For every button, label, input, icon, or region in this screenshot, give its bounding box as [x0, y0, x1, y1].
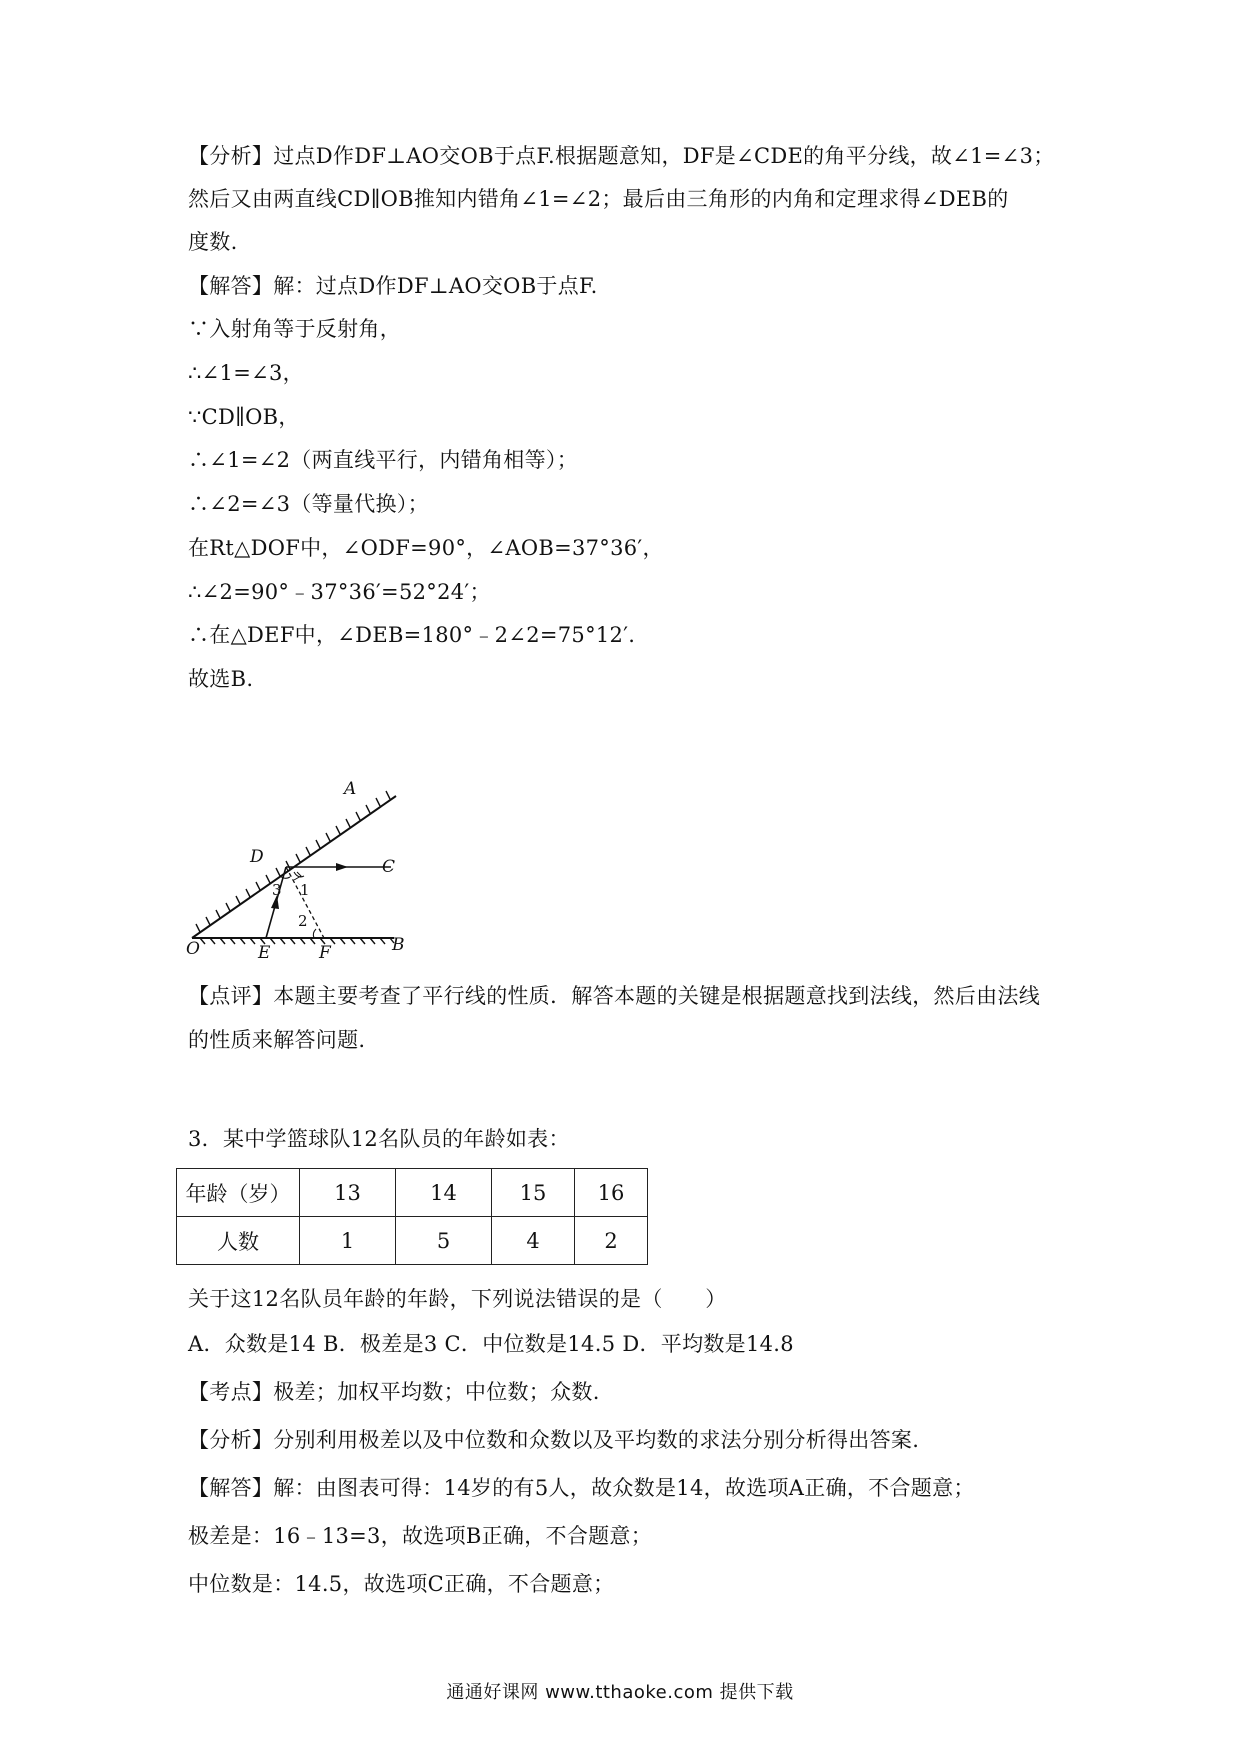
- proof-step-7: ∴∠2=90°﹣37°36′=52°24′；: [188, 580, 491, 604]
- table-cell: 4: [492, 1217, 575, 1265]
- question-3-options: A．众数是14 B．极差是3 C．中位数是14.5 D．平均数是14.8: [188, 1332, 794, 1356]
- label-angle-3: 3: [272, 881, 282, 899]
- label-e: E: [258, 943, 271, 960]
- label-a: A: [344, 780, 357, 799]
- label-b: B: [392, 935, 405, 955]
- reflection-geometry-figure: [186, 780, 456, 960]
- table-row: [177, 1217, 648, 1265]
- comment-line-1: 【点评】本题主要考查了平行线的性质．解答本题的关键是根据题意找到法线，然后由法线: [188, 984, 1040, 1008]
- proof-step-4: ∴∠1=∠2（两直线平行，内错角相等）；: [188, 448, 579, 472]
- table-row: [177, 1169, 648, 1217]
- table-cell: 年龄（岁）: [177, 1169, 300, 1217]
- table-cell: 人数: [177, 1217, 300, 1265]
- proof-step-2: ∴∠1=∠3，: [188, 361, 304, 385]
- proof-step-1: ∵入射角等于反射角，: [188, 317, 401, 341]
- choice-line: 故选B.: [188, 667, 254, 691]
- mirror-ao-hatching: [196, 791, 390, 932]
- analysis-line-2: 然后又由两直线CD∥OB推知内错角∠1=∠2；最后由三角形的内角和定理求得∠DEB的: [188, 187, 1009, 211]
- question-3-answer-3: 中位数是：14.5，故选项C正确，不合题意；: [188, 1572, 615, 1596]
- label-f: F: [319, 943, 331, 960]
- question-3-answer-1: 【解答】解：由图表可得：14岁的有5人，故众数是14，故选项A正确，不合题意；: [188, 1476, 975, 1500]
- table-cell: 1: [300, 1217, 396, 1265]
- table-cell: 5: [396, 1217, 492, 1265]
- proof-step-5: ∴∠2=∠3（等量代换）；: [188, 492, 429, 516]
- label-angle-2: 2: [298, 912, 308, 930]
- question-3-kaodian: 【考点】极差；加权平均数；中位数；众数.: [188, 1380, 600, 1404]
- label-c: C: [382, 857, 396, 877]
- page-footer: 通通好课网 www.tthaoke.com 提供下载: [446, 1682, 794, 1703]
- table-cell: 2: [575, 1217, 648, 1265]
- ray-dc-arrow: [336, 863, 348, 871]
- table-cell: 15: [492, 1169, 575, 1217]
- label-d: D: [250, 847, 264, 867]
- proof-step-3: ∵CD∥OB，: [188, 405, 300, 429]
- label-angle-1: 1: [300, 881, 310, 899]
- table-cell: 13: [300, 1169, 396, 1217]
- question-3-analysis: 【分析】分别利用极差以及中位数和众数以及平均数的求法分别分析得出答案.: [188, 1428, 920, 1452]
- question-3-answer-2: 极差是：16﹣13=3，故选项B正确，不合题意；: [188, 1524, 653, 1548]
- question-3-prompt: 关于这12名队员年龄的年龄，下列说法错误的是（ ）: [188, 1287, 727, 1311]
- table-cell: 14: [396, 1169, 492, 1217]
- label-o: O: [186, 939, 200, 959]
- question-3-stem: 3．某中学篮球队12名队员的年龄如表：: [188, 1127, 570, 1151]
- table-cell: 16: [575, 1169, 648, 1217]
- proof-step-6: 在Rt△DOF中，∠ODF=90°，∠AOB=37°36′，: [188, 536, 664, 560]
- proof-step-8: ∴在△DEF中，∠DEB=180°﹣2∠2=75°12′.: [188, 623, 636, 647]
- answer-heading: 【解答】解：过点D作DF⊥AO交OB于点F.: [188, 274, 598, 298]
- age-frequency-table: [176, 1168, 648, 1265]
- comment-line-2: 的性质来解答问题.: [188, 1028, 366, 1052]
- analysis-line-3: 度数.: [188, 230, 238, 254]
- analysis-line-1: 【分析】过点D作DF⊥AO交OB于点F.根据题意知，DF是∠CDE的角平分线，故∠1=∠3；: [188, 144, 1055, 168]
